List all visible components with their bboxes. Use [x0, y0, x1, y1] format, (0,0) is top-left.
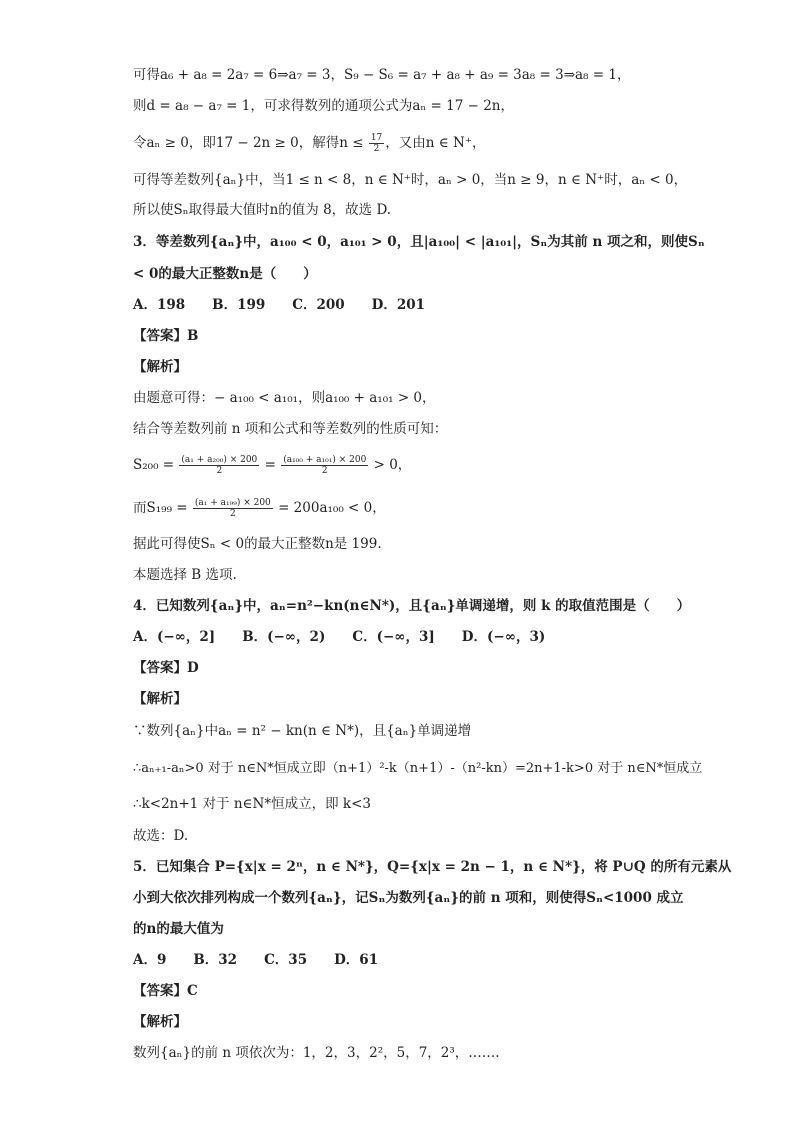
- solution-line: 故选：D.: [133, 828, 189, 844]
- analysis-label: 【解析】: [133, 1014, 187, 1030]
- question-3-options: A．198 B．199 C．200 D．201: [133, 297, 426, 313]
- formula-s199: 而S₁₉₉ = $\frac{\text{(a₁ + a₁₉₉) × 200}}{2}$ = 200a₁₀₀ < 0，: [133, 498, 386, 519]
- text: 令aₙ ≥ 0，即17 − 2n ≥ 0，解得n ≤: [133, 135, 368, 151]
- solution-line: [133, 170, 687, 190]
- text: 所以使Sₙ取得最大值时n的值为 8，故选 D.: [133, 202, 392, 218]
- text: ，又由n ∈ N⁺，: [385, 135, 486, 151]
- solution-line: [133, 65, 630, 85]
- analysis-label: 【解析】: [133, 691, 187, 707]
- fraction: $\frac{\text{(a₁ + a₁₉₉) × 200}}{2}$: [194, 498, 271, 519]
- text: 可得等差数列{aₙ}中，当1 ≤ n < 8，n ∈ N⁺时，aₙ > 0，当n ≥ 9，n ∈ N⁺时，aₙ < 0，: [133, 172, 688, 188]
- analysis-label: 【解析】: [133, 359, 187, 375]
- question-4-stem: 4．已知数列{aₙ}中，aₙ=n²−kn(n∈N*)，且{aₙ}单调递增，则 k 的取值范围是（ ）: [133, 598, 691, 614]
- solution-line: 结合等差数列前 n 项和公式和等差数列的性质可知：: [133, 421, 448, 437]
- question-4-options: A．(−∞，2] B．(−∞，2) C．(−∞，3] D．(−∞，3): [133, 629, 546, 645]
- text: 可得a₆ + a₈ = 2a₇ = 6⇒a₇ = 3，S₉ − S₆ = a₇ + a₈ + a₉ = 3a₈ = 3⇒a₈ = 1，: [133, 67, 631, 83]
- solution-line: ∴k<2n+1 对于 n∈N*恒成立，即 k<3: [133, 796, 371, 812]
- question-5-stem: 5．已知集合 P={x|x = 2ⁿ，n ∈ N*}，Q={x|x = 2n − 1，n ∈ N*}，将 P∪Q 的所有元素从: [133, 859, 732, 875]
- solution-line: 本题选择 B 选项.: [133, 567, 237, 583]
- question-3-stem: 3．等差数列{aₙ}中，a₁₀₀ < 0，a₁₀₁ > 0，且|a₁₀₀| < |a₁₀₁|，Sₙ为其前 n 项之和，则使Sₙ: [133, 234, 705, 250]
- question-5-stem-cont: 小到大依次排列构成一个数列{aₙ}，记Sₙ为数列{aₙ}的前 n 项和，则使得Sₙ<1000 成立: [133, 890, 684, 906]
- answer-label: 【答案】B: [133, 328, 199, 344]
- solution-line: 据此可得使Sₙ < 0的最大正整数n是 199.: [133, 536, 382, 552]
- solution-line: ∵数列{aₙ}中aₙ = n² − kn(n ∈ N*)，且{aₙ}单调递增: [133, 723, 472, 739]
- solution-line: [133, 133, 485, 154]
- question-5-options: A．9 B．32 C．35 D．61: [133, 952, 379, 968]
- answer-label: 【答案】D: [133, 660, 199, 676]
- fraction: $\frac{\text{(a₁ + a₂₀₀) × 200}}{2}$: [181, 455, 258, 476]
- solution-line: 数列{aₙ}的前 n 项依次为：1，2，3，2²，5，7，2³，…….: [133, 1045, 500, 1061]
- solution-line: [133, 200, 391, 220]
- fraction-17-over-2: $\frac{17}{2}$: [370, 133, 383, 154]
- question-3-stem-cont: < 0的最大正整数n是（ ）: [133, 266, 317, 282]
- answer-label: 【答案】C: [133, 983, 198, 999]
- text: 则d = a₈ − a₇ = 1，可求得数列的通项公式为aₙ = 17 − 2n，: [133, 98, 514, 114]
- solution-line: ∴aₙ₊₁-aₙ>0 对于 n∈N*恒成立即（n+1）²-k（n+1）-（n²-kn）=2n+1-k>0 对于 n∈N*恒成立: [133, 761, 703, 776]
- formula-s200: S₂₀₀ = $\frac{\text{(a₁ + a₂₀₀) × 200}}{2}$ = $\frac{\text{(a₁₀₀ + a₁₀₁) × 200}}{2}$ > 0，: [133, 455, 412, 476]
- question-5-stem-cont: 的n的最大值为: [133, 921, 224, 937]
- solution-line: 由题意可得：− a₁₀₀ < a₁₀₁，则a₁₀₀ + a₁₀₁ > 0，: [133, 390, 436, 406]
- fraction: $\frac{\text{(a₁₀₀ + a₁₀₁) × 200}}{2}$: [283, 455, 367, 476]
- solution-line: [133, 96, 514, 116]
